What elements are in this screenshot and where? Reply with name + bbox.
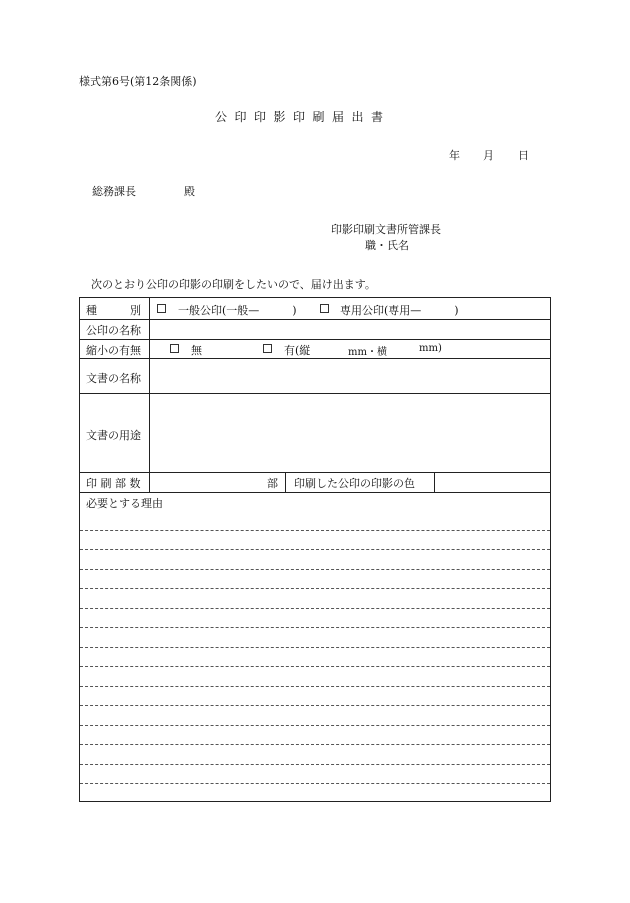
writing-line — [80, 744, 550, 745]
reason-label: 必要とする理由 — [86, 497, 163, 510]
type-option-general: 一般公印(一般— ) — [178, 304, 297, 317]
color-field[interactable] — [437, 474, 547, 491]
checkbox-dedicated-seal[interactable] — [320, 304, 329, 313]
reduction-yes-label: 有(縦 — [284, 344, 311, 357]
checkbox-reduction-no[interactable] — [170, 344, 179, 353]
row-divider — [80, 472, 550, 473]
writing-line — [80, 764, 550, 765]
type-label: 種 別 — [86, 304, 141, 317]
date-day-label: 日 — [518, 149, 529, 162]
doc-use-label: 文書の用途 — [86, 429, 141, 442]
doc-use-field[interactable] — [152, 395, 548, 471]
addressee-suffix: 殿 — [184, 185, 195, 198]
date-month-label: 月 — [483, 149, 494, 162]
intro-text: 次のとおり公印の印影の印刷をしたいので、届け出ます。 — [91, 278, 376, 291]
copies-field[interactable] — [152, 474, 262, 491]
applicant-title: 印影印刷文書所管課長 — [331, 223, 441, 236]
writing-line — [80, 549, 550, 550]
writing-line — [80, 588, 550, 589]
type-option-dedicated: 専用公印(専用— ) — [340, 304, 459, 317]
addressee: 総務課長 — [92, 185, 136, 198]
label-column-divider — [149, 298, 150, 492]
reduction-mm-width: mm・横 — [348, 347, 387, 358]
form-table — [79, 297, 551, 802]
writing-line — [80, 569, 550, 570]
writing-line — [80, 705, 550, 706]
doc-name-field[interactable] — [152, 360, 548, 392]
form-number: 様式第6号(第12条関係) — [79, 75, 197, 88]
seal-name-label: 公印の名称 — [86, 324, 141, 337]
writing-line — [80, 530, 550, 531]
writing-line — [80, 725, 550, 726]
form-title: 公印印影印刷届出書 — [215, 110, 391, 124]
color-divider — [434, 472, 435, 492]
seal-name-field[interactable] — [152, 320, 548, 338]
writing-line — [80, 647, 550, 648]
copies-divider — [285, 472, 286, 492]
color-label: 印刷した公印の印影の色 — [294, 477, 415, 490]
reduction-no-label: 無 — [191, 344, 202, 357]
copies-unit: 部 — [267, 477, 278, 490]
date-year-label: 年 — [449, 149, 460, 162]
reason-field[interactable] — [80, 512, 550, 801]
writing-line — [80, 686, 550, 687]
applicant-name-label: 職・氏名 — [365, 239, 409, 252]
reduction-mm-end: mm) — [419, 343, 442, 354]
checkbox-reduction-yes[interactable] — [263, 344, 272, 353]
row-divider — [80, 492, 550, 493]
doc-name-label: 文書の名称 — [86, 372, 141, 385]
writing-line — [80, 627, 550, 628]
writing-line — [80, 608, 550, 609]
copies-label: 印 刷 部 数 — [86, 477, 141, 490]
row-divider — [80, 339, 550, 340]
row-divider — [80, 358, 550, 359]
reduction-label: 縮小の有無 — [86, 344, 141, 357]
writing-line — [80, 666, 550, 667]
writing-line — [80, 783, 550, 784]
checkbox-general-seal[interactable] — [157, 304, 166, 313]
row-divider — [80, 393, 550, 394]
